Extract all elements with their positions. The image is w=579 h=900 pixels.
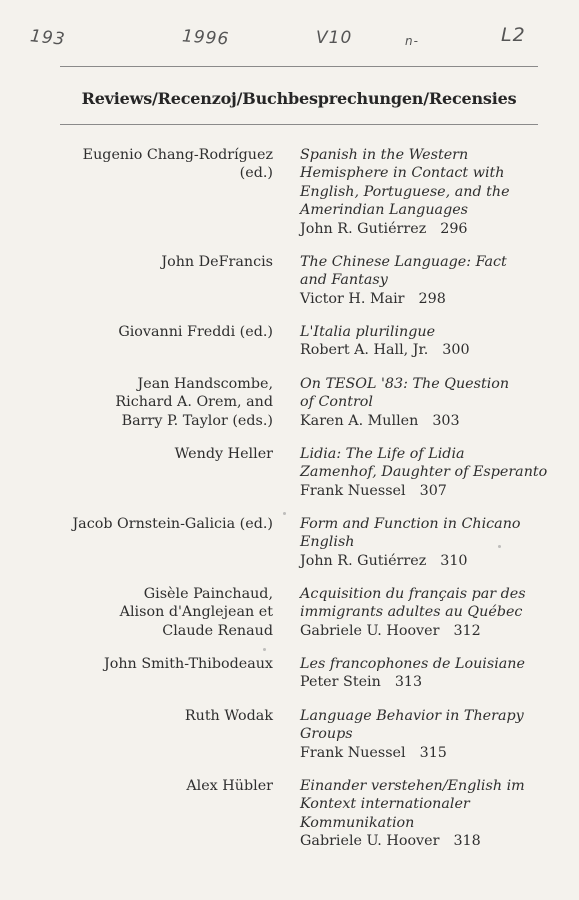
book-title: Lidia: The Life of Lidia Zamenhof, Daughter of Esperanto [300, 446, 548, 481]
book-author: Alex Hübler [186, 778, 273, 794]
book-title: On TESOL '83: The Question of Control [300, 376, 510, 411]
reviewer-name: John R. Gutiérrez [300, 220, 427, 237]
handwritten-mark: 1996 [181, 26, 230, 50]
handwritten-mark: 193 [29, 26, 67, 50]
book-author: Jean Handscombe, Richard A. Orem, and Barry P. Taylor (eds.) [115, 376, 273, 429]
reviewer-name: Frank Nuessel [300, 482, 406, 499]
book-author: Eugenio Chang-Rodríguez (ed.) [82, 147, 273, 182]
reviewer-name: Victor H. Mair [300, 290, 405, 307]
page-number: 315 [419, 744, 447, 761]
top-rule [60, 66, 538, 67]
book-title: Language Behavior in Therapy Groups [300, 708, 524, 743]
paper-speck [283, 512, 286, 515]
review-entry [0, 707, 579, 762]
book-author: Ruth Wodak [184, 708, 273, 724]
book-title: Acquisition du français par des immigrants adultes au Québec [300, 586, 526, 621]
handwritten-mark: L2 [501, 24, 526, 46]
review-entry [0, 777, 579, 851]
review-entry [0, 655, 579, 692]
reviewer-name: John R. Gutiérrez [300, 552, 427, 569]
reviewer-line [300, 744, 560, 762]
reviewer-name: Gabriele U. Hoover [300, 833, 440, 850]
book-details [300, 655, 560, 692]
reviewer-line [300, 622, 560, 640]
handwritten-mark: n- [405, 34, 419, 48]
reviewer-line [300, 220, 560, 238]
reviewer-name: Karen A. Mullen [300, 412, 419, 429]
book-author: Wendy Heller [174, 446, 273, 462]
heading-rule [60, 124, 538, 125]
reviewer-line [300, 482, 560, 500]
paper-speck [263, 648, 266, 651]
page-number: 318 [453, 833, 481, 850]
book-details [300, 585, 560, 640]
reviewer-line [300, 290, 560, 308]
review-entry [0, 585, 579, 640]
book-details [300, 253, 560, 308]
book-title: Form and Function in Chicano English [300, 516, 521, 551]
book-title: Les francophones de Louisiane [300, 656, 525, 672]
review-entry [0, 146, 579, 238]
book-title: Einander verstehen/English im Kontext internationaler Kommunikation [300, 778, 525, 831]
book-author: John Smith-Thibodeaux [104, 656, 273, 672]
reviewer-line [300, 552, 560, 570]
section-heading: Reviews/Recenzoj/Buchbesprechungen/Recensies [81, 89, 517, 108]
review-entry [0, 515, 579, 570]
reviewer-name: Peter Stein [300, 674, 381, 691]
book-title: The Chinese Language: Fact and Fantasy [300, 254, 507, 289]
book-details [300, 515, 560, 570]
reviewer-line [300, 412, 560, 430]
review-list [0, 146, 579, 866]
book-details [300, 777, 560, 851]
book-details [300, 445, 560, 500]
reviewer-line [300, 341, 560, 359]
book-author: John DeFrancis [161, 254, 273, 270]
review-entry [0, 323, 579, 360]
book-details [300, 375, 560, 430]
page-number: 303 [432, 412, 460, 429]
reviewer-line [300, 832, 560, 850]
page-number: 298 [418, 290, 446, 307]
book-author: Gisèle Painchaud, Alison d'Anglejean et Claude Renaud [119, 586, 273, 639]
page-number: 300 [442, 342, 470, 359]
page-number: 310 [440, 552, 468, 569]
book-details [300, 323, 560, 360]
page-number: 312 [453, 622, 481, 639]
reviewer-name: Frank Nuessel [300, 744, 406, 761]
book-details [300, 146, 560, 238]
page-number: 307 [419, 482, 447, 499]
book-title: L'Italia plurilingue [300, 324, 436, 340]
reviewer-line [300, 673, 560, 691]
reviewer-name: Robert A. Hall, Jr. [300, 342, 429, 359]
book-details [300, 707, 560, 762]
review-entry [0, 445, 579, 500]
review-entry [0, 375, 579, 430]
handwritten-mark: V10 [316, 28, 353, 48]
reviewer-name: Gabriele U. Hoover [300, 622, 440, 639]
page-number: 313 [394, 674, 423, 691]
page-number: 296 [440, 220, 468, 237]
review-entry [0, 253, 579, 308]
book-title: Spanish in the Western Hemisphere in Contact with English, Portuguese, and the Amerindian Languages [300, 147, 510, 219]
paper-speck [498, 545, 501, 548]
book-author: Giovanni Freddi (ed.) [118, 324, 273, 340]
book-author: Jacob Ornstein-Galicia (ed.) [72, 516, 273, 532]
